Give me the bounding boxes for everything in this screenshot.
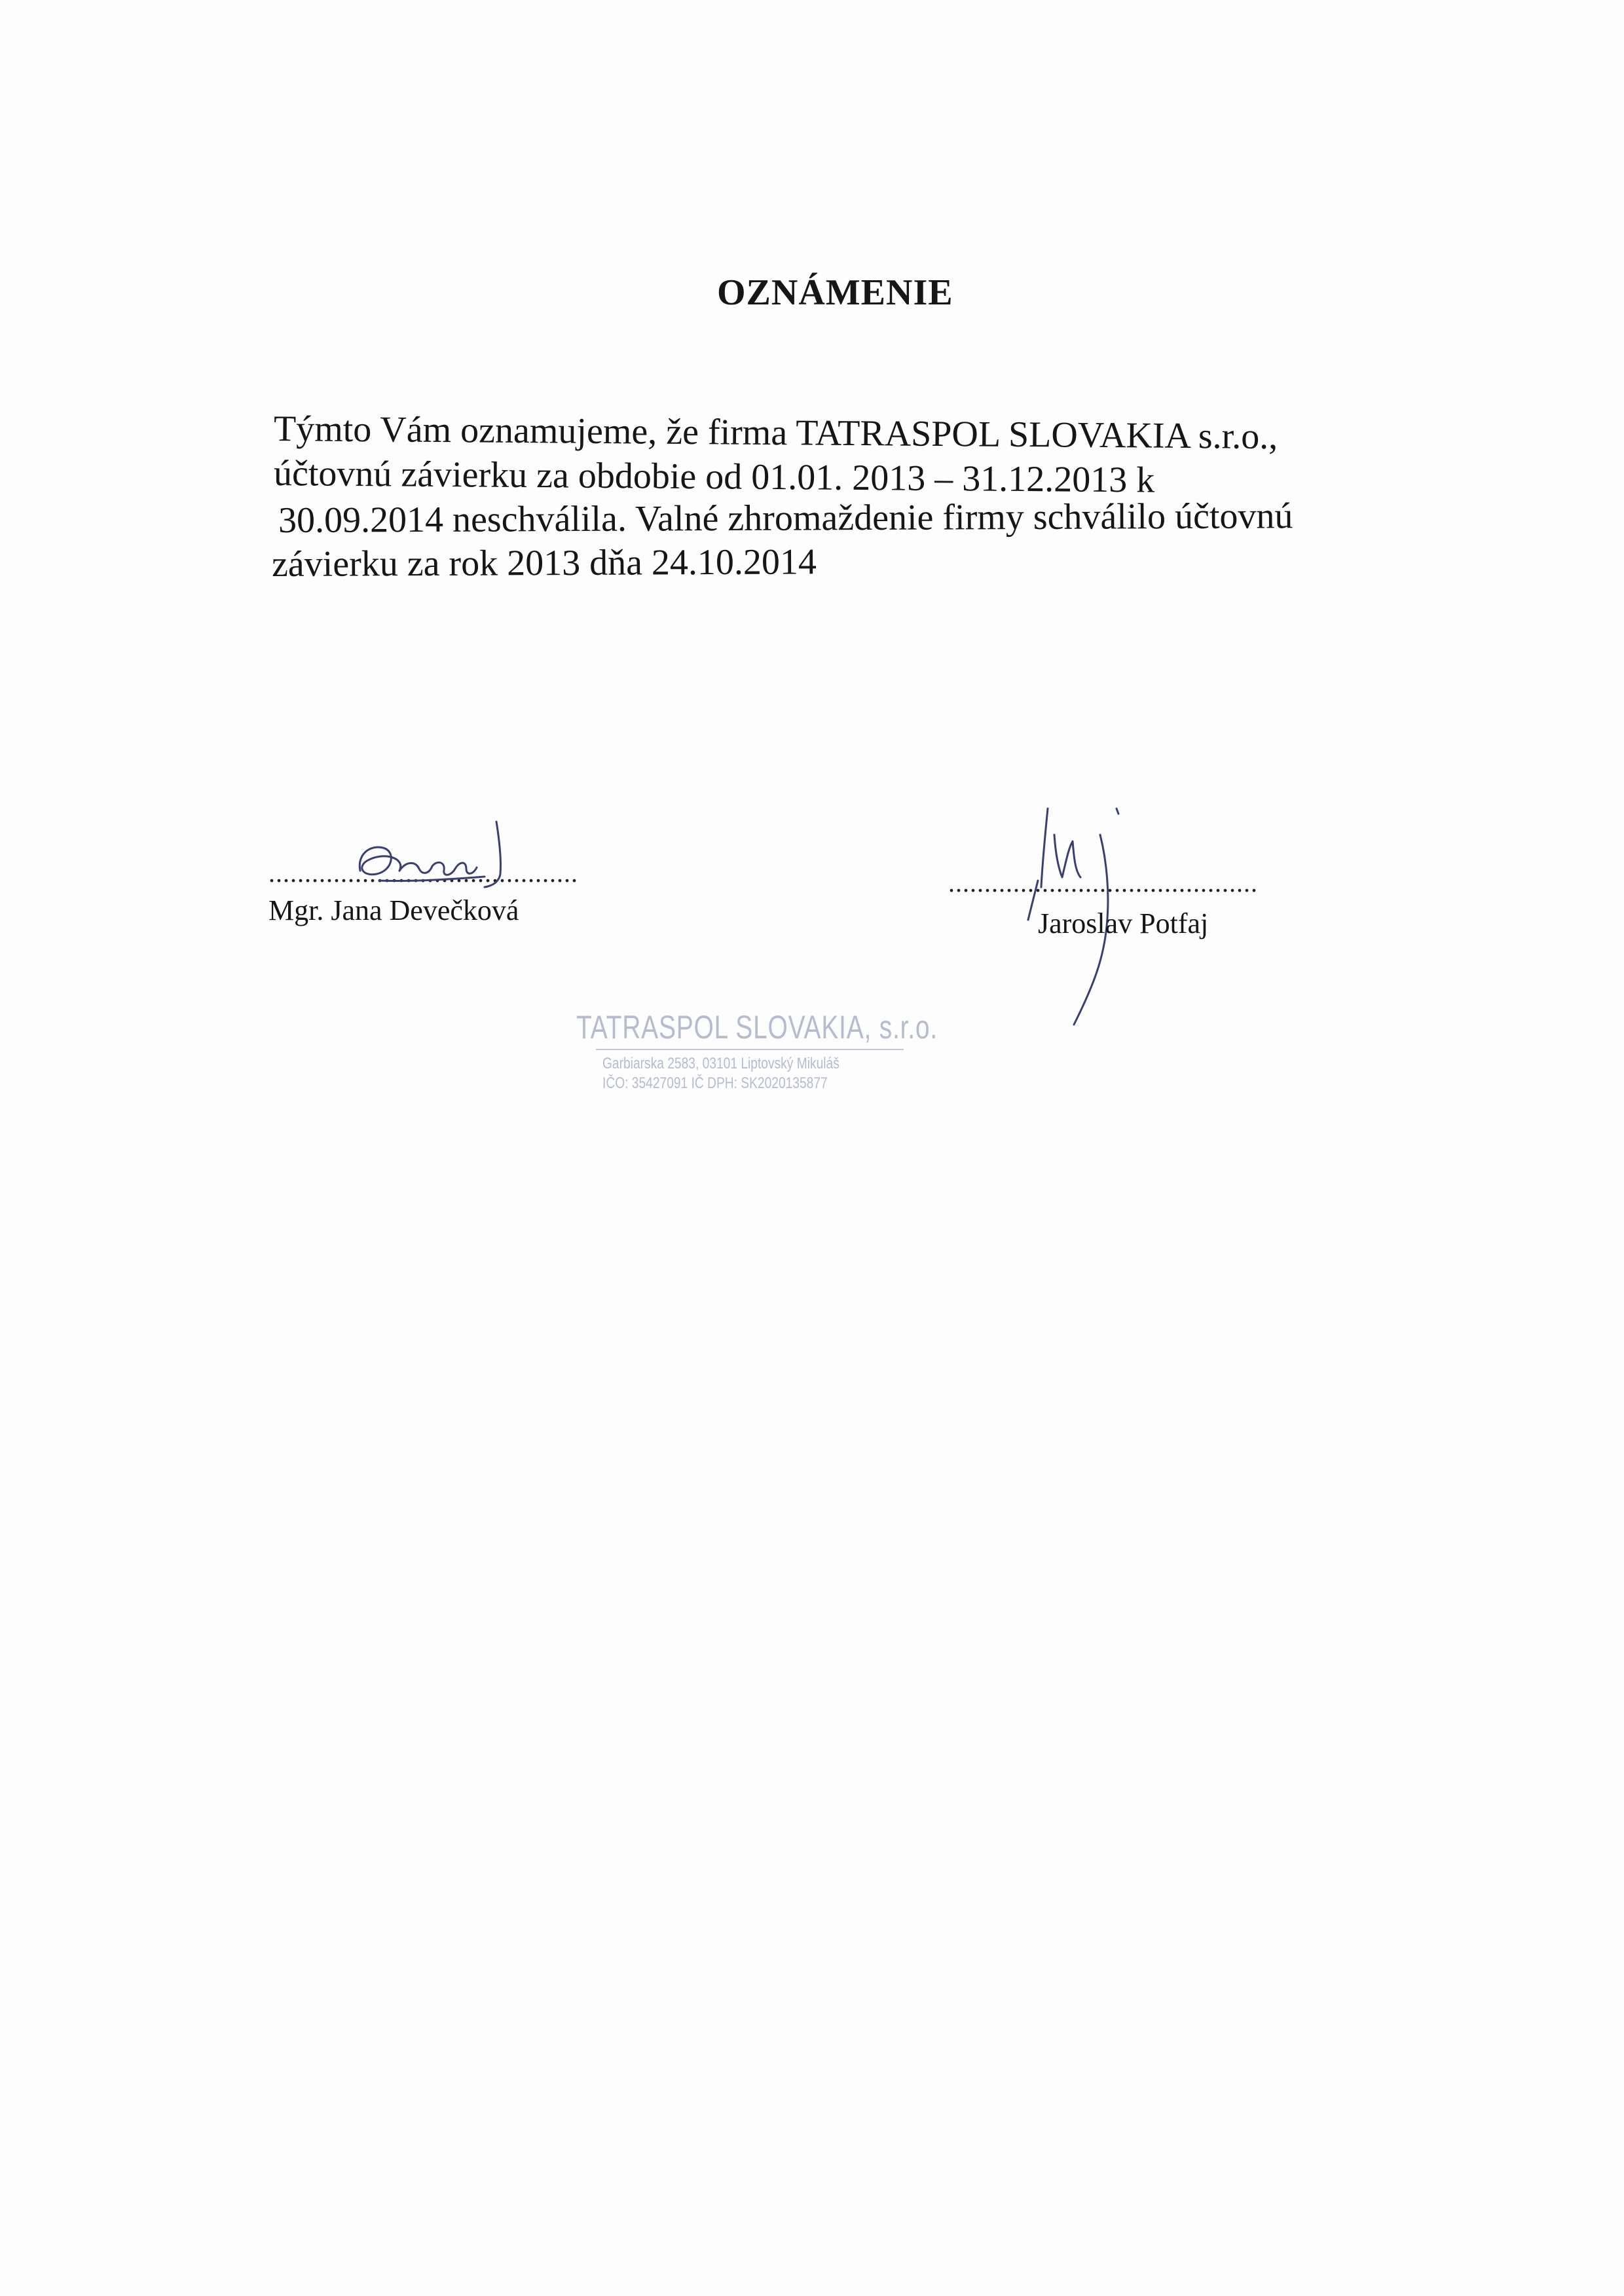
stamp-ids: IČO: 35427091 IČ DPH: SK2020135877: [602, 1074, 828, 1092]
document-title: OZNÁMENIE: [717, 272, 953, 313]
company-stamp: [576, 1008, 938, 1126]
stamp-address: Garbiarska 2583, 03101 Liptovský Mikuláš: [602, 1055, 840, 1072]
stamp-divider: [596, 1049, 904, 1050]
signature-line-right: ...........................................: [948, 868, 1258, 898]
paragraph-line-4: závierku za rok 2013 dňa 24.10.2014: [271, 541, 817, 585]
stamp-company-name: TATRASPOL SLOVAKIA, s.r.o.: [576, 1009, 938, 1046]
handwritten-signature-icon: [321, 809, 537, 900]
paragraph-line-1: Týmto Vám oznamujeme, že firma TATRASPOL SLOVAKIA s.r.o.,: [273, 409, 1278, 458]
signatory-name-left: Mgr. Jana Devečková: [268, 894, 519, 926]
signature-line-left: ...........................................: [268, 858, 578, 888]
paragraph-line-2: účtovnú závierku za obdobie od 01.01. 2013 – 31.12.2013 k: [273, 453, 1155, 501]
paragraph-line-3: 30.09.2014 neschválila. Valné zhromaždenie firmy schválilo účtovnú: [278, 496, 1293, 541]
signatory-name-right: Jaroslav Potfaj: [1038, 907, 1209, 939]
